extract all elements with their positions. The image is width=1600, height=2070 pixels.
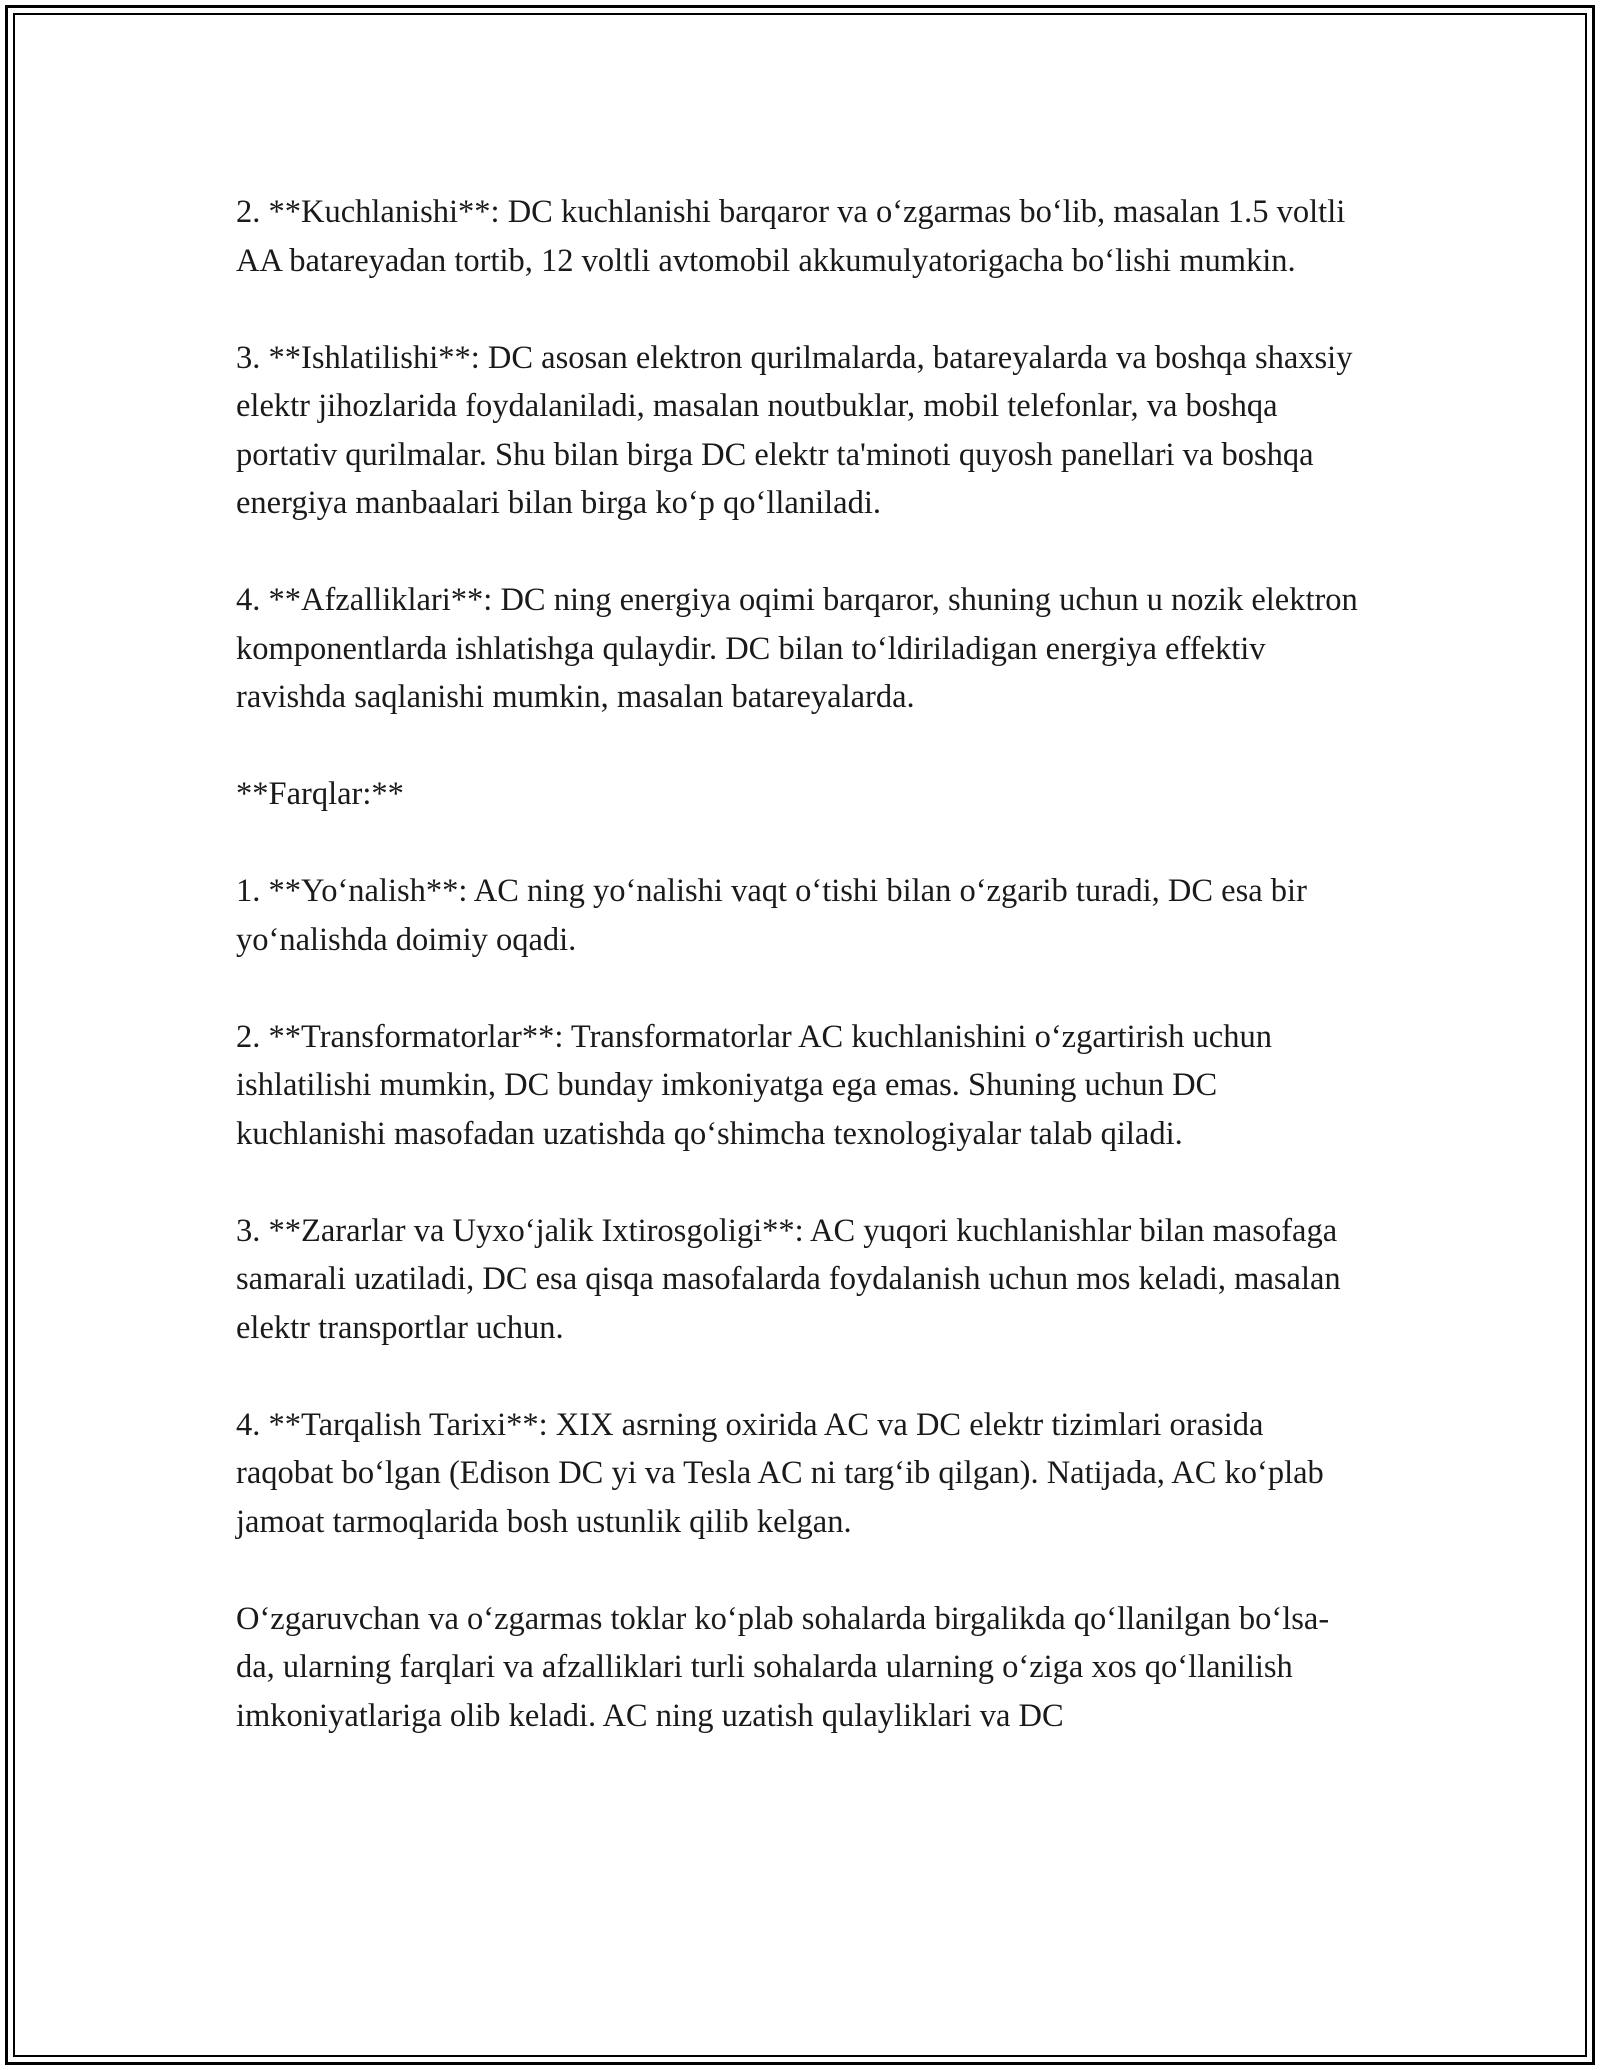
paragraph-history: 4. **Tarqalish Tarixi**: XIX asrning oxirida AC va DC elektr tizimlari orasida raqobat bo‘lgan (Edison DC yi va Tesla AC ni targ‘ib qilgan). Natijada, AC ko‘plab jamoat tarmoqlarida bosh ustunlik qilib kelgan.	[236, 1406, 1324, 1540]
differences-heading: **Farqlar:**	[236, 776, 404, 812]
paragraph-conclusion: O‘zgaruvchan va o‘zgarmas toklar ko‘plab sohalarda birgalikda qo‘llanilgan bo‘lsa-da, ularning farqlari va afzalliklari turli sohalarda ularning o‘ziga xos qo‘llanilish imkoniyatlariga olib keladi. AC ning uzatish qulayliklari va DC	[236, 1600, 1330, 1734]
paragraph-usage: 3. **Ishlatilishi**: DC asosan elektron qurilmalarda, batareyalarda va boshqa shaxsiy elektr jihozlarida foydalaniladi, masalan noutbuklar, mobil telefonlar, va boshqa portativ qurilmalar. Shu bilan birga DC elektr ta'minoti quyosh panellari va boshqa energiya manbaalari bilan birga ko‘p qo‘llaniladi.	[236, 339, 1353, 521]
paragraph-transformers: 2. **Transformatorlar**: Transformatorlar AC kuchlanishini o‘zgartirish uchun ishlatilishi mumkin, DC bunday imkoniyatga ega emas. Shuning uchun DC kuchlanishi masofadan uzatishda qo‘shimcha texnologiyalar talab qiladi.	[236, 1018, 1272, 1152]
paragraph-advantages: 4. **Afzalliklari**: DC ning energiya oqimi barqaror, shuning uchun u nozik elektron komponentlarda ishlatishga qulaydir. DC bilan to‘ldiriladigan energiya effektiv ravishda saqlanishi mumkin, masalan batareyalarda.	[236, 582, 1358, 715]
paragraph-direction: 1. **Yo‘nalish**: AC ning yo‘nalishi vaqt o‘tishi bilan o‘zgarib turadi, DC esa bir yo‘nalishda doimiy oqadi.	[236, 873, 1307, 958]
document-body	[236, 188, 1366, 1740]
paragraph-voltage: 2. **Kuchlanishi**: DC kuchlanishi barqaror va o‘zgarmas bo‘lib, masalan 1.5 voltli AA batareyadan tortib, 12 voltli avtomobil akkumulyatorigacha bo‘lishi mumkin.	[236, 194, 1346, 279]
paragraph-transmission: 3. **Zararlar va Uyxo‘jalik Ixtirosgoligi**: AC yuqori kuchlanishlar bilan masofaga samarali uzatiladi, DC esa qisqa masofalarda foydalanish uchun mos keladi, masalan elektr transportlar uchun.	[236, 1212, 1341, 1346]
